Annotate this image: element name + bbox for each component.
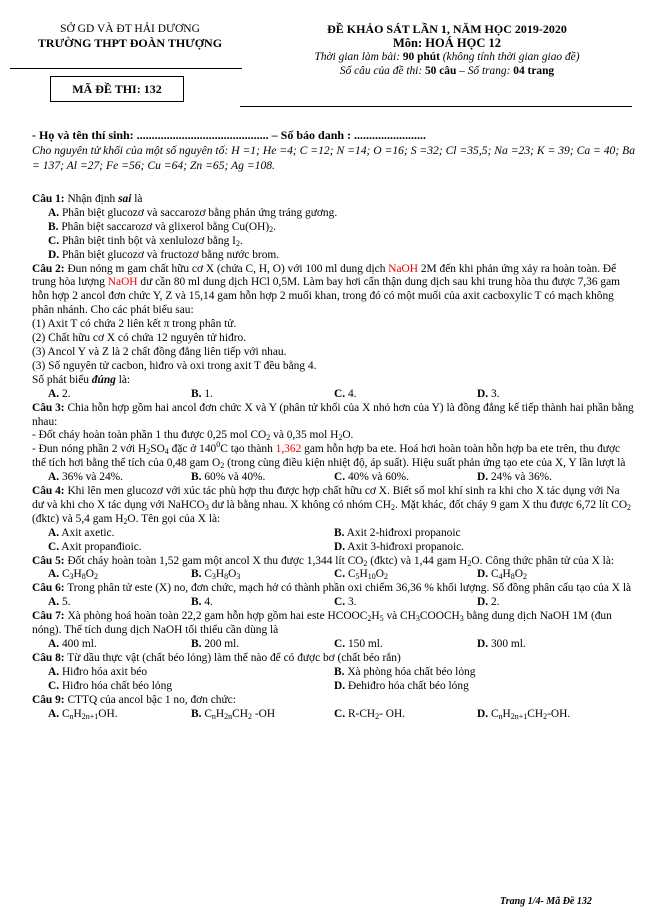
exam-title: ĐỀ KHẢO SÁT LẦN 1, NĂM HỌC 2019-2020 [327, 22, 567, 36]
question-7: Câu 7: Xà phòng hoá hoàn toàn 22,2 gam hỗn hợp gồm hai este $HCOOC_2H_5$ và $CH_3COOCH_3$ bằng dung dịch NaOH 1M (đun nóng). Thể tích dung dịch NaOH tối thiểu cần dùng là [32, 610, 612, 637]
question-8: Câu 8: Từ dầu thực vật (chất béo lỏng) làm thế nào để có được bơ (chất béo rắn) [32, 651, 401, 664]
q2-option-c[interactable]: C. 4. [334, 387, 357, 400]
q6-option-b[interactable]: B. 4. [191, 596, 213, 609]
question-6: Câu 6: Trong phân tử este (X) no, đơn chức, mạch hở có thành phần oxi chiếm 36,36 % khối lượng. Số đồng phân cấu tạo của X là [32, 582, 632, 595]
exam-code-box: MÃ ĐỀ THI: 132 [50, 76, 184, 102]
questions [32, 193, 634, 721]
header-left [10, 22, 250, 50]
q6-options [32, 596, 634, 610]
q9-option-b[interactable]: B. $C_nH_{2n}CH_2$ -OH [191, 707, 276, 721]
question-5: Câu 5: Đốt cháy hoàn toàn 1,52 gam một ancol X thu được 1,344 lít $CO_2$ (đktc) và 1,44 gam $H_2O$. Công thức phân tử của X là: [32, 554, 615, 568]
q8-option-d[interactable]: D. Đehiđro hóa chất béo lỏng [334, 679, 469, 692]
q4-option-b[interactable]: B. Axit 2-hiđroxi propanoic [334, 526, 461, 539]
q4-option-a[interactable]: A. Axit axetic. [48, 526, 115, 539]
q4-options-ab [32, 527, 634, 541]
q5-option-c[interactable]: C. $C_5H_{10}O_2$ [334, 568, 389, 582]
q8-option-c[interactable]: C. Hiđro hóa chất béo lỏng [48, 679, 173, 692]
q2-options [32, 388, 634, 402]
q7-option-a[interactable]: A. 400 ml. [48, 638, 97, 650]
question-4: Câu 4: Khi lên men glucozơ với xúc tác phù hợp thu được hợp chất hữu cơ X. Biết số mol khí sinh ra khi cho X tác dụng với Na dư và khi cho X tác dụng với NaHCO$_3$ dư là bằng nhau. X không có nhóm $CH_2$. Mặt khác, đốt cháy 9 gam X thu được 6,72 lít $CO_2$ (đktc) và 5,4 gam $H_2O$. Tên gọi của X là: [32, 485, 632, 526]
q2-statement-1: (1) Axit T có chứa 2 liên kết π trong phân tử. [32, 318, 237, 331]
q9-option-a[interactable]: A. $C_nH_{2n+1}OH$. [48, 707, 118, 721]
q3-option-a[interactable]: A. 36% và 24%. [48, 471, 123, 484]
q7-option-c[interactable]: C. 150 ml. [334, 638, 383, 650]
q1-option-b[interactable]: B. Phân biệt saccarozơ và glixerol bằng $Cu(OH)_2$. [48, 220, 276, 234]
q8-options-ab [32, 666, 634, 680]
q2-statement-4: (3) Số nguyên tử cacbon, hiđro và oxi trong axit T đều bằng 4. [32, 359, 317, 372]
q5-option-d[interactable]: D. $C_4H_8O_2$ [477, 568, 528, 582]
q2-option-b[interactable]: B. 1. [191, 387, 213, 400]
q1-option-c[interactable]: C. Phân biệt tinh bột và xenlulozơ bằng $I_2$. [48, 234, 243, 248]
q2-option-d[interactable]: D. 3. [477, 387, 500, 400]
header-divider-2 [240, 106, 632, 107]
q3-option-d[interactable]: D. 24% và 36%. [477, 471, 552, 484]
q7-options [32, 638, 634, 652]
atomic-masses: Cho nguyên tử khối của một số nguyên tố: H =1; He =4; C =12; N =14; O =16; S =32; Cl =35,5; Na =23; K = 39; Ca = 40; Ba = 137; Al =27; Fe =56; Cu =64; Zn =65; Ag =108. [32, 144, 635, 172]
q9-option-d[interactable]: D. $C_nH_{2n+1}CH_2-OH$. [477, 707, 571, 721]
q8-options-cd [32, 680, 634, 694]
question-2: Câu 2: Đun nóng m gam chất hữu cơ X (chứa C, H, O) với 100 ml dung dịch NaOH 2M đến khi phản ứng xảy ra hoàn toàn. Để trung hòa lượng NaOH dư cần 80 ml dung dịch HCl 0,5M. Làm bay hơi cẩn thận dung dịch sau khi trung hòa thu được 7,36 gam hỗn hợp 2 ancol đơn chức Y, Z và 15,14 gam hỗn hợp 2 muối khan, trong đó có một muối của axit cacboxylic T có mạch không phân nhánh. Cho các phát biểu sau: [32, 262, 621, 317]
exam-subject: Môn: HOÁ HỌC 12 [393, 36, 501, 50]
q6-option-a[interactable]: A. 5. [48, 596, 71, 609]
school-name: TRƯỜNG THPT ĐOÀN THƯỢNG [37, 36, 223, 50]
q3-part-1: - Đốt cháy hoàn toàn phần 1 thu được 0,25 mol $CO_2$ và 0,35 mol $H_2O$. [32, 429, 354, 443]
q1-option-d[interactable]: D. Phân biệt glucozơ và fructozơ bằng nước brom. [48, 248, 280, 261]
q6-option-d[interactable]: D. 2. [477, 596, 500, 609]
q3-option-c[interactable]: C. 40% và 60%. [334, 471, 409, 484]
q2-ask: Số phát biểu đúng là: [32, 373, 131, 386]
q5-option-a[interactable]: A. $C_3H_8O_2$ [48, 568, 99, 582]
q9-options [32, 708, 634, 722]
q6-option-c[interactable]: C. 3. [334, 596, 357, 609]
q3-options [32, 471, 634, 485]
question-3: Câu 3: Chia hỗn hợp gồm hai ancol đơn chức X và Y (phân tử khối của X nhỏ hơn của Y) là đồng đẳng kế tiếp thành hai phần bằng nhau: [32, 401, 634, 428]
question-9: Câu 9: CTTQ của ancol bậc 1 no, đơn chức: [32, 693, 236, 706]
q1-option-a[interactable]: A. Phân biệt glucozơ và saccarozơ bằng phản ứng tráng gương. [48, 206, 338, 219]
q5-option-b[interactable]: B. $C_3H_8O_3$ [191, 568, 241, 582]
q4-options-cd [32, 541, 634, 555]
student-info-line: - Họ và tên thí sinh: ............................................ – Số báo danh : ........................ [32, 128, 427, 142]
q4-option-d[interactable]: D. Axit 3-hiđroxi propanoic. [334, 540, 465, 553]
header-divider [10, 68, 242, 69]
q7-option-b[interactable]: B. 200 ml. [191, 638, 240, 650]
q7-option-d[interactable]: D. 300 ml. [477, 638, 526, 650]
q3-option-b[interactable]: B. 60% và 40%. [191, 471, 266, 484]
q2-statement-3: (3) Ancol Y và Z là 2 chất đồng đẳng liên tiếp với nhau. [32, 345, 287, 358]
q8-option-b[interactable]: B. Xà phòng hóa chất béo lỏng [334, 665, 476, 678]
q2-option-a[interactable]: A. 2. [48, 387, 71, 400]
question-1: Câu 1: Nhận định sai là [32, 193, 143, 205]
q4-option-c[interactable]: C. Axit propanđioic. [48, 540, 142, 553]
q5-options [32, 568, 634, 582]
q2-statement-2: (2) Chất hữu cơ X có chứa 12 nguyên tử hiđro. [32, 332, 247, 345]
exam-time: Thời gian làm bài: 90 phút (không tính thời gian giao đề) [314, 51, 580, 63]
department-name: SỞ GD VÀ ĐT HẢI DƯƠNG [60, 23, 200, 35]
header-right [262, 22, 632, 78]
q3-part-2: - Đun nóng phần 2 với $H_2SO_4$ đặc ở $140^0C$ tạo thành 1,362 gam hỗn hợp ba ete. Hoá hơi hoàn toàn hỗn hợp ba ete trên, thu được thể tích hơi bằng thể tích của 0,48 gam $O_2$ (trong cùng điều kiện nhiệt độ, áp suất). Hiệu suất phản ứng tạo ete của X, Y lần lượt là [32, 440, 626, 471]
exam-count: Số câu của đề thi: 50 câu – Số trang: 04 trang [339, 65, 555, 77]
q9-option-c[interactable]: C. $R-CH_2-$ OH. [334, 707, 406, 721]
q8-option-a[interactable]: A. Hiđro hóa axit béo [48, 665, 148, 678]
page-footer: Trang 1/4- Mã Đề 132 [500, 896, 592, 907]
